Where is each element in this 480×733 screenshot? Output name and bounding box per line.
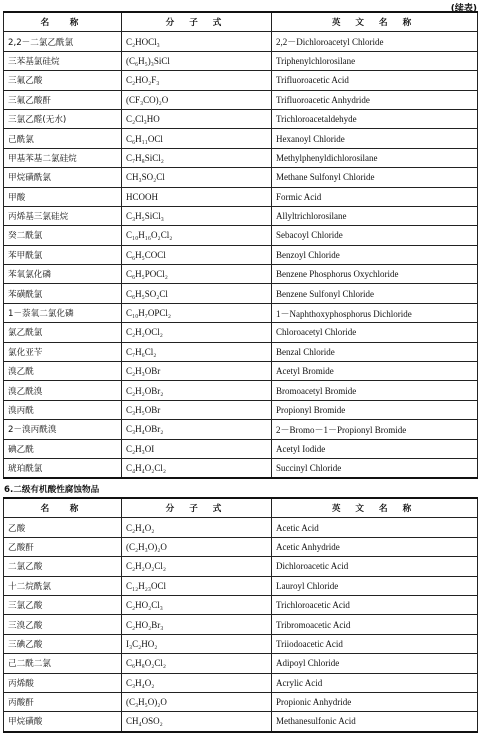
table-row	[4, 148, 478, 167]
formula-cell: C₆H₅POCl₂	[122, 265, 272, 284]
english-name-cell: 1－Naphthoxyphosphorus Dichloride	[272, 303, 478, 322]
formula-cell: C₂H₂OCl₂	[122, 323, 272, 342]
english-name-cell: Dichloroacetic Acid	[272, 557, 478, 576]
formula-cell: C₂H₃OI	[122, 439, 272, 458]
formula-cell: C₆H₈O₂Cl₂	[122, 654, 272, 673]
chemical-name-cell: 2,2－二氯乙酰氯	[4, 32, 122, 51]
formula-cell: C₂HO₂Br₃	[122, 615, 272, 634]
formula-cell: HCOOH	[122, 187, 272, 206]
chemical-name-cell: 甲烷磺酸	[4, 712, 122, 732]
table-row	[4, 692, 478, 711]
chemical-name-cell: 1－萘氧二氯化磷	[4, 303, 122, 322]
table-row	[4, 303, 478, 322]
chemical-name-cell: 甲烷磺酰氯	[4, 168, 122, 187]
chemical-name-cell: 碘乙酰	[4, 439, 122, 458]
section-title: 6.二级有机酸性腐蚀物品	[4, 485, 100, 495]
chemical-name-cell: 苯甲酰氯	[4, 245, 122, 264]
formula-cell: CH₃SO₂Cl	[122, 168, 272, 187]
formula-cell: C₆H₅SO₂Cl	[122, 284, 272, 303]
header-name: 名 称	[4, 498, 122, 518]
formula-cell: (CF₃CO)₂O	[122, 90, 272, 109]
table-row	[4, 576, 478, 595]
chemical-name-cell: 三溴乙酸	[4, 615, 122, 634]
chemical-name-cell: 三氯乙醛(无水)	[4, 109, 122, 128]
english-name-cell: Allyltrichlorosilane	[272, 206, 478, 225]
table-row	[4, 245, 478, 264]
chemical-name-cell: 氯乙酰氯	[4, 323, 122, 342]
english-name-cell: Trifluoroacetic Anhydride	[272, 90, 478, 109]
table-header-row	[4, 12, 478, 32]
table-row	[4, 400, 478, 419]
english-name-cell: Trichloroacetic Acid	[272, 595, 478, 614]
english-name-cell: Benzal Chloride	[272, 342, 478, 361]
english-name-cell: Lauroyl Chloride	[272, 576, 478, 595]
english-name-cell: Formic Acid	[272, 187, 478, 206]
table-row	[4, 51, 478, 70]
table-row	[4, 342, 478, 361]
table-row	[4, 439, 478, 458]
english-name-cell: Methylphenyldichlorosilane	[272, 148, 478, 167]
chemical-name-cell: 丙酸酐	[4, 692, 122, 711]
chemical-name-cell: 十二烷酰氯	[4, 576, 122, 595]
english-name-cell: Propionic Anhydride	[272, 692, 478, 711]
formula-cell: C₂H₄O₂	[122, 518, 272, 537]
table-row	[4, 673, 478, 692]
english-name-cell: Trifluoroacetic Acid	[272, 71, 478, 90]
chemical-name-cell: 溴丙酰	[4, 400, 122, 419]
chemical-name-cell: 溴乙酰溴	[4, 381, 122, 400]
chemical-name-cell: 三氯乙酸	[4, 595, 122, 614]
formula-cell: C₃H₅OBr	[122, 400, 272, 419]
english-name-cell: Bromoacetyl Bromide	[272, 381, 478, 400]
formula-cell: C₃H₅SiCl₃	[122, 206, 272, 225]
table-header-row	[4, 498, 478, 518]
chemical-name-cell: 乙酸酐	[4, 537, 122, 556]
english-name-cell: Methanesulfonic Acid	[272, 712, 478, 732]
formula-cell: (C₂H₃O)₂O	[122, 537, 272, 556]
formula-cell: C₂H₃OBr	[122, 362, 272, 381]
chemical-name-cell: 己二酰二氯	[4, 654, 122, 673]
formula-cell: C₇H₆Cl₂	[122, 342, 272, 361]
table-row	[4, 109, 478, 128]
table-row	[4, 381, 478, 400]
table-row	[4, 362, 478, 381]
chemical-name-cell: 癸二酰氯	[4, 226, 122, 245]
continued-label: (续表)	[450, 4, 477, 14]
table-row	[4, 537, 478, 556]
chemical-name-cell: 三氟乙酸酐	[4, 90, 122, 109]
formula-cell: C₄H₄O₂Cl₂	[122, 458, 272, 478]
table-row	[4, 615, 478, 634]
chemical-name-cell: 三苯基氯硅烷	[4, 51, 122, 70]
english-name-cell: Chloroacetyl Chloride	[272, 323, 478, 342]
chemical-name-cell: 氯化亚苄	[4, 342, 122, 361]
formula-cell: C₂HOCl₃	[122, 32, 272, 51]
formula-cell: C₂H₂O₂Cl₂	[122, 557, 272, 576]
english-name-cell: Acetic Acid	[272, 518, 478, 537]
formula-cell: I₃C₂HO₂	[122, 634, 272, 653]
formula-cell: (C₃H₅O)₂O	[122, 692, 272, 711]
table-continued	[3, 11, 478, 479]
table-row	[4, 420, 478, 439]
table-row	[4, 71, 478, 90]
table-row	[4, 206, 478, 225]
english-name-cell: Trichloroacetaldehyde	[272, 109, 478, 128]
formula-cell: C₂Cl₃HO	[122, 109, 272, 128]
header-formula: 分 子 式	[122, 12, 272, 32]
english-name-cell: Acetyl Iodide	[272, 439, 478, 458]
chemical-name-cell: 乙酸	[4, 518, 122, 537]
table-row	[4, 187, 478, 206]
table-row	[4, 654, 478, 673]
formula-cell: CH₄OSO₂	[122, 712, 272, 732]
formula-cell: C₆H₁₁OCl	[122, 129, 272, 148]
chemical-name-cell: 2－溴丙酰溴	[4, 420, 122, 439]
table-row	[4, 265, 478, 284]
table-row	[4, 595, 478, 614]
formula-cell: (C₆H₅)₃SiCl	[122, 51, 272, 70]
header-formula: 分 子 式	[122, 498, 272, 518]
formula-cell: C₃H₄O₂	[122, 673, 272, 692]
chemical-name-cell: 二氯乙酸	[4, 557, 122, 576]
formula-cell: C₁₀H₇OPCl₂	[122, 303, 272, 322]
table-row	[4, 90, 478, 109]
english-name-cell: Tribromoacetic Acid	[272, 615, 478, 634]
formula-cell: C₆H₅COCl	[122, 245, 272, 264]
english-name-cell: Triiodoacetic Acid	[272, 634, 478, 653]
english-name-cell: Hexanoyl Chloride	[272, 129, 478, 148]
chemical-name-cell: 溴乙酰	[4, 362, 122, 381]
english-name-cell: Triphenylchlorosilane	[272, 51, 478, 70]
table-row	[4, 518, 478, 537]
english-name-cell: Acetyl Bromide	[272, 362, 478, 381]
english-name-cell: Succinyl Chloride	[272, 458, 478, 478]
table-row	[4, 129, 478, 148]
header-english-name: 英 文 名 称	[272, 498, 478, 518]
english-name-cell: 2－Bromo－1－Propionyl Bromide	[272, 420, 478, 439]
english-name-cell: Benzoyl Chloride	[272, 245, 478, 264]
header-english-name: 英 文 名 称	[272, 12, 478, 32]
table-row	[4, 168, 478, 187]
english-name-cell: Adipoyl Chloride	[272, 654, 478, 673]
table-row	[4, 32, 478, 51]
formula-cell: C₃H₄OBr₂	[122, 420, 272, 439]
formula-cell: C₇H₈SiCl₂	[122, 148, 272, 167]
chemical-name-cell: 丙烯基三氯硅烷	[4, 206, 122, 225]
table-row	[4, 458, 478, 478]
formula-cell: C₂H₂OBr₂	[122, 381, 272, 400]
formula-cell: C₂HO₂F₃	[122, 71, 272, 90]
chemical-name-cell: 三氟乙酸	[4, 71, 122, 90]
chemical-name-cell: 己酰氯	[4, 129, 122, 148]
chemical-name-cell: 三碘乙酸	[4, 634, 122, 653]
chemical-name-cell: 苯氧氯化磷	[4, 265, 122, 284]
table-organic-acids	[3, 497, 478, 733]
header-name: 名 称	[4, 12, 122, 32]
chemical-name-cell: 甲基苯基二氯硅烷	[4, 148, 122, 167]
table-row	[4, 323, 478, 342]
table-row	[4, 226, 478, 245]
table-row	[4, 634, 478, 653]
chemical-name-cell: 丙烯酸	[4, 673, 122, 692]
formula-cell: C₁₀H₁₆O₂Cl₂	[122, 226, 272, 245]
formula-cell: C₁₂H₂₃OCl	[122, 576, 272, 595]
table-row	[4, 712, 478, 732]
english-name-cell: Sebacoyl Chloride	[272, 226, 478, 245]
english-name-cell: Acetic Anhydride	[272, 537, 478, 556]
english-name-cell: Acrylic Acid	[272, 673, 478, 692]
table-row	[4, 284, 478, 303]
english-name-cell: Methane Sulfonyl Chloride	[272, 168, 478, 187]
english-name-cell: Propionyl Bromide	[272, 400, 478, 419]
chemical-name-cell: 苯磺酰氯	[4, 284, 122, 303]
table-row	[4, 557, 478, 576]
english-name-cell: Benzene Sulfonyl Chloride	[272, 284, 478, 303]
chemical-name-cell: 甲酸	[4, 187, 122, 206]
english-name-cell: Benzene Phosphorus Oxychloride	[272, 265, 478, 284]
chemical-name-cell: 琥珀酰氯	[4, 458, 122, 478]
english-name-cell: 2,2－Dichloroacetyl Chloride	[272, 32, 478, 51]
formula-cell: C₂HO₂Cl₃	[122, 595, 272, 614]
